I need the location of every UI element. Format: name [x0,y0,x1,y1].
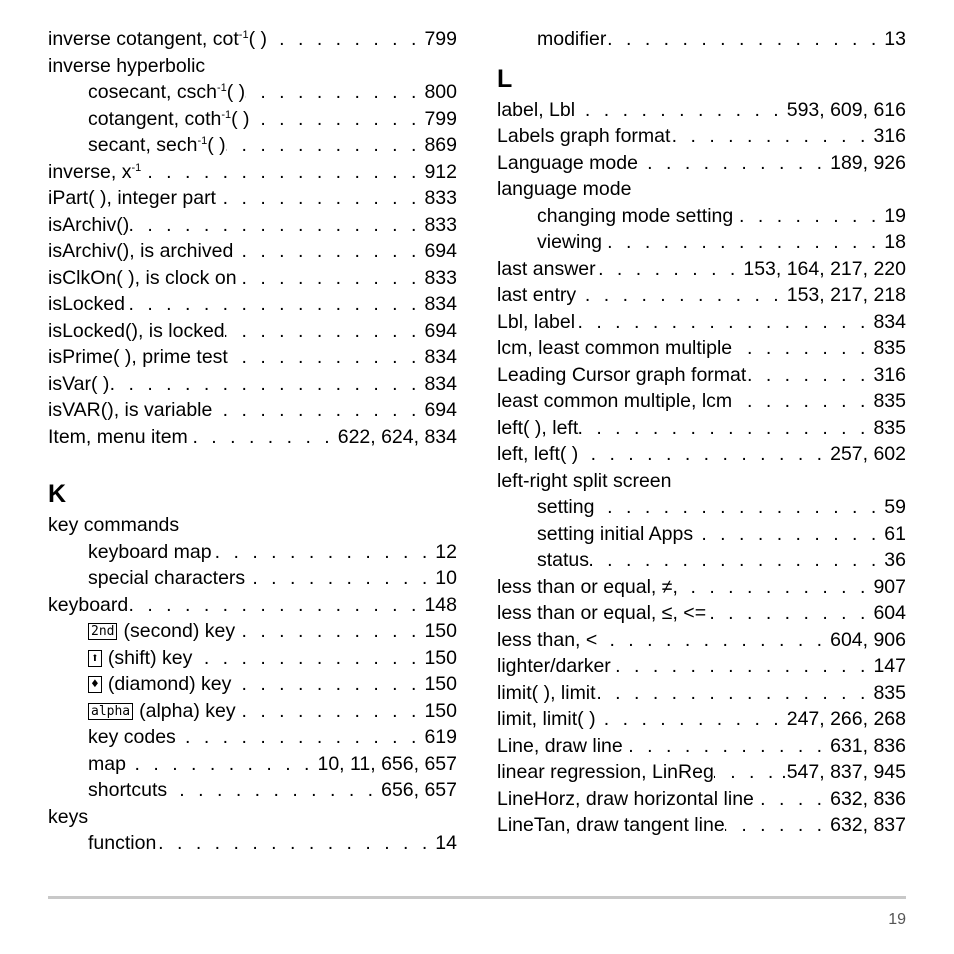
entry-term: setting initial Apps [537,522,694,545]
index-entry [48,212,457,239]
entry-pages: 833 [424,187,457,209]
entry-term: LineTan, draw tangent line [497,814,725,836]
entry-pages: 835 [873,337,906,359]
entry-pages: .547, 837, 945 [781,761,906,783]
entry-pages: 604 [873,602,906,624]
index-subentry [497,521,906,548]
leader-dots [212,397,424,424]
entry-pages: 912 [424,160,457,183]
index-subentry [48,618,457,645]
leader-dots [236,698,425,725]
entry-pages: 189, 926 [830,151,906,174]
leader-dots [733,203,884,230]
entry-pages: 10, 11, 656, 657 [317,752,457,775]
leader-dots [678,574,874,601]
leader-dots [109,371,424,398]
index-entry [497,600,906,627]
entry-pages: 19 [884,204,906,227]
index-subentry [497,229,906,256]
entry-term: isArchiv(), is archived [48,240,234,262]
entry-term: viewing [537,231,603,253]
leader-dots [706,600,873,627]
entry-term: key codes [88,726,176,748]
index-entry [48,397,457,424]
entry-term: Labels graph format [497,125,671,147]
leader-dots [732,388,873,415]
entry-term: less than or equal, ≤, <= [497,602,707,624]
index-entry [48,804,457,831]
leader-dots [235,618,424,645]
entry-term: LineHorz, draw horizontal line [497,787,754,810]
leader-dots [245,79,424,106]
leader-dots [216,185,424,212]
index-subentry [48,106,457,133]
leader-dots [212,539,436,566]
index-subentry [48,79,457,106]
index-entry [48,371,457,398]
entry-term: label, Lbl [497,98,576,121]
leader-dots [126,751,318,778]
entry-pages: 799 [424,107,457,130]
leader-dots [228,344,425,371]
leader-dots [693,521,884,548]
page-number: 19 [888,911,906,928]
entry-term: left-right split screen [497,469,672,492]
entry-pages: 835 [873,416,906,439]
entry-term: left, left( ) [497,443,579,465]
index-entry [497,176,906,203]
index-subentry [48,724,457,751]
entry-term: Leading Cursor graph format [497,363,747,386]
index-entry [497,680,906,707]
index-subentry [48,830,457,857]
2nd-key-icon: 2nd [88,623,117,640]
index-subentry [48,132,457,159]
leader-dots [596,256,744,283]
leader-dots [576,282,787,309]
leader-dots [725,812,830,839]
entry-pages: 622, 624, 834 [337,425,457,448]
entry-term: less than, < [497,628,598,651]
index-entry [497,706,906,733]
entry-pages: 869 [424,134,457,156]
entry-term: modifier [537,28,607,50]
leader-dots [176,724,425,751]
entry-term: lcm, least common multiple [497,337,733,359]
entry-pages: 153, 164, 217, 220 [743,257,906,280]
entry-pages: 835 [873,390,906,412]
entry-term: isPrime( ), prime test [48,346,228,368]
index-subentry [48,645,457,672]
leader-dots [575,309,873,336]
leader-dots [237,265,425,292]
leader-dots [250,106,425,133]
alpha-key-icon: alpha [88,703,133,720]
entry-pages: 593, 609, 616 [786,98,906,121]
leader-dots [141,159,424,186]
entry-pages: 834 [873,310,906,333]
leader-dots [267,26,424,53]
leader-dots [156,830,435,857]
entry-pages: 694 [424,240,457,262]
index-entry [497,256,906,283]
index-entry [497,653,906,680]
index-subentry [48,565,457,592]
entry-term: changing mode setting [537,204,734,227]
entry-pages: 800 [424,81,457,103]
entry-pages: 694 [424,399,457,421]
entry-term: left( ), left [497,416,579,439]
leader-dots [596,706,787,733]
leader-dots [754,786,830,813]
index-entry [497,282,906,309]
index-entry [48,318,457,345]
entry-term: Line, draw line [497,734,623,757]
leader-dots [594,494,884,521]
leader-dots [226,132,425,159]
index-entry [497,335,906,362]
leader-dots [192,645,424,672]
entry-term: isLocked(), is locked [48,319,225,342]
entry-term: special characters [88,567,246,589]
entry-term: language mode [497,178,632,200]
leader-dots [714,759,782,786]
entry-pages: 150 [424,620,457,642]
entry-term: keyboard [48,593,129,616]
entry-pages: 799 [424,28,457,50]
diamond-key-icon: ♦ [88,676,102,693]
index-column-right [497,26,906,839]
index-entry [497,574,906,601]
index-entry [497,123,906,150]
leader-dots [245,565,435,592]
entry-pages: 833 [424,213,457,236]
index-entry [48,238,457,265]
entry-term: setting [537,496,595,518]
index-entry [497,627,906,654]
index-entry [48,265,457,292]
entry-term: key commands [48,514,180,536]
entry-term: linear regression, LinReg [497,761,714,783]
entry-pages: 834 [424,372,457,395]
leader-dots [638,150,830,177]
index-entry [48,26,457,53]
entry-pages: 150 [424,699,457,722]
entry-pages: 10 [435,567,457,589]
entry-pages: 316 [873,363,906,386]
leader-dots [578,415,873,442]
leader-dots [188,424,338,451]
leader-dots [128,592,424,619]
entry-term: Item, menu item [48,425,188,448]
section-letter-l: L [497,64,513,93]
index-entry [497,786,906,813]
index-entry [497,97,906,124]
leader-dots [589,547,884,574]
shift-key-icon: ⬆ [88,650,102,667]
index-entry [497,388,906,415]
section-letter-k: K [48,480,67,508]
entry-term: lighter/darker [497,655,611,677]
leader-dots [602,229,884,256]
entry-term: status [537,549,590,571]
entry-term: isLocked [48,293,125,315]
entry-pages: 604, 906 [830,628,906,651]
index-entry [497,362,906,389]
index-entry [497,468,906,495]
entry-pages: 247, 266, 268 [786,708,906,730]
leader-dots [578,441,830,468]
entry-term: ♦ (diamond) key [88,671,231,698]
entry-pages: 834 [424,346,457,368]
leader-dots [125,291,424,318]
index-entry [48,592,457,619]
index-subentry [48,751,457,778]
entry-term: 2nd (second) key [88,618,235,645]
entry-pages: 316 [873,125,906,147]
leader-dots [611,653,874,680]
leader-dots [670,123,873,150]
entry-term: Lbl, label [497,310,576,333]
leader-dots [732,335,873,362]
index-entry [48,344,457,371]
entry-pages: 61 [884,522,906,545]
entry-term: less than or equal, ≠, [497,575,678,598]
entry-term: isVAR(), is variable [48,399,213,421]
index-entry [48,53,457,80]
entry-pages: 907 [873,575,906,598]
entry-term: shortcuts [88,779,168,801]
index-subentry [48,539,457,566]
leader-dots [596,680,874,707]
index-entry [48,185,457,212]
entry-term: map [88,752,126,775]
index-subentry [48,698,457,725]
index-subentry [497,547,906,574]
leader-dots [233,238,424,265]
entry-pages: 14 [435,832,457,854]
footer-rule [48,896,906,899]
entry-term: last entry [497,284,577,306]
entry-pages: 13 [884,28,906,50]
index-entry [48,512,457,539]
index-subentry [48,671,457,698]
entry-term: inverse hyperbolic [48,54,206,77]
leader-dots [231,671,424,698]
leader-dots [129,212,424,239]
leader-dots [167,777,381,804]
entry-term: secant, sech$^{-1}$( ) [88,134,226,156]
entry-term: limit( ), limit [497,681,596,704]
entry-term: Language mode [497,151,638,174]
entry-pages: 656, 657 [381,779,457,801]
entry-term: limit, limit( ) [497,708,596,730]
entry-term: cosecant, csch$^{-1}$( ) [88,81,246,103]
index-entry [497,415,906,442]
entry-pages: 257, 602 [830,443,906,465]
entry-term: isArchiv() [48,213,130,236]
entry-term: keys [48,805,89,828]
entry-pages: 835 [873,681,906,704]
entry-term: isVar( ) [48,372,110,395]
leader-dots [746,362,873,389]
entry-term: last answer [497,257,596,280]
entry-pages: 153, 217, 218 [786,284,906,306]
index-entry [48,291,457,318]
entry-term: iPart( ), integer part [48,187,216,209]
leader-dots [597,627,830,654]
entry-pages: 150 [424,646,457,669]
index-entry [497,733,906,760]
entry-term: isClkOn( ), is clock on [48,266,237,289]
index-subentry [497,26,906,53]
index-entry [497,812,906,839]
entry-term: cotangent, coth$^{-1}$( ) [88,107,250,130]
index-subentry [497,494,906,521]
entry-term: function [88,832,157,854]
index-entry [497,309,906,336]
entry-pages: 59 [884,496,906,518]
entry-pages: 619 [424,726,457,748]
entry-pages: 36 [884,549,906,571]
leader-dots [623,733,830,760]
entry-term: alpha (alpha) key [88,698,236,725]
entry-pages: 632, 837 [830,814,906,836]
entry-pages: 694 [424,319,457,342]
entry-pages: 12 [435,540,457,563]
entry-term: inverse, $x^{-1}$ [48,160,142,183]
index-entry [48,424,457,451]
entry-pages: 148 [424,593,457,616]
entry-term: least common multiple, lcm [497,390,733,412]
entry-pages: 150 [424,673,457,695]
leader-dots [575,97,787,124]
index-subentry [497,203,906,230]
index-entry [497,441,906,468]
entry-pages: 147 [873,655,906,677]
entry-pages: 631, 836 [830,734,906,757]
leader-dots [225,318,425,345]
index-entry [497,150,906,177]
entry-pages: 18 [884,231,906,253]
entry-pages: 833 [424,266,457,289]
index-entry [497,759,906,786]
index-subentry [48,777,457,804]
entry-pages: 834 [424,293,457,315]
entry-term: keyboard map [88,540,212,563]
entry-pages: 632, 836 [830,787,906,810]
index-column-left [48,26,457,857]
index-entry [48,159,457,186]
entry-term: inverse cotangent, $\cot^{-1}$( ) [48,28,267,50]
leader-dots [606,26,884,53]
entry-term: ⬆ (shift) key [88,645,192,672]
